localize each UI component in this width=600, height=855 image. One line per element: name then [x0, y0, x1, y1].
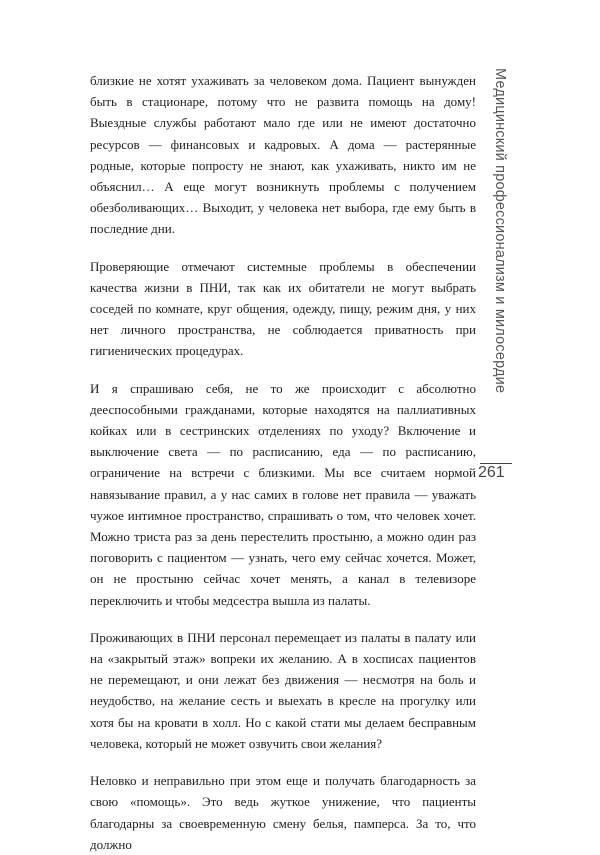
- paragraph-4: Проживающих в ПНИ персонал перемещает из палаты в палату или на «закрытый этаж» вопреки их желанию. А в хосписах пациентов не перемещают, и они лежат без движения — несмотря на боль и неудобство, на желание сесть и выехать в кресле на прогулку или хотя бы на кровати в холл. Но с какой стати мы делаем бесправным человека, который не может озвучить свои желания?: [90, 629, 476, 751]
- paragraph-2: Проверяющие отмечают системные проблемы в обеспечении качества жизни в ПНИ, так как их обитатели не могут выбрать соседей по комнате, круг общения, одежду, пищу, режим дня, у них нет личного пространства, не соблюдается приватность при гигиенических процедурах.: [90, 258, 476, 359]
- paragraph-5: Неловко и неправильно при этом еще и получать благодарность за свою «помощь». Это ведь жуткое унижение, что пациенты благодарны за своевременную смену белья, памперса. За то, что должно: [90, 773, 476, 852]
- body-text: [90, 70, 476, 855]
- running-head: Медицинский профессионализм и милосердие: [492, 68, 508, 394]
- paragraph-3: И я спрашиваю себя, не то же происходит с абсолютно дееспособными гражданами, которые находятся на паллиативных койках или в сестринских отделениях по уходу? Включение и выключение света — по расписанию, еда — по расписанию, ограничение на встречи с близкими. Мы все считаем нормой навязывание правил, а у нас самих в голове нет правила — уважать чужое интимное пространство, спрашивать о том, что человек хочет. Можно триста раз за день перестелить простыню, а можно один раз поговорить с пациентом — узнать, чего ему сейчас хочется. Может, он не простыню сейчас хочет менять, а канал в телевизоре переключить и чтобы медсестра вышла из палаты.: [90, 380, 476, 608]
- page-number: 261: [478, 464, 505, 481]
- paragraph-1: близкие не хотят ухаживать за человеком дома. Пациент вынужден быть в стационаре, потому что не развита помощь на дому! Выездные службы работают мало где или не имеют достаточно ресурсов — финансовых и кадровых. А дома — растерянные родные, которые попросту не знают, как ухаживать, никто им не объяснил… А еще могут возникнуть проблемы с получением обезболивающих… Выходит, у человека нет выбора, где ему быть в последние дни.: [90, 73, 476, 237]
